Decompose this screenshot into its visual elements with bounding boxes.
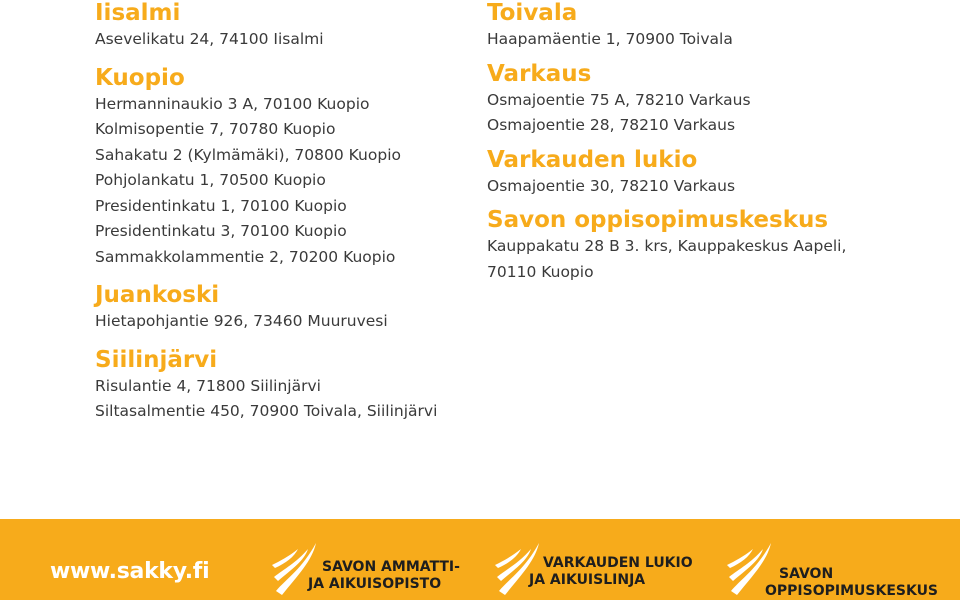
logo-savon-ammatti-ja-aikuisopisto <box>272 539 472 600</box>
location-kuopio <box>95 65 475 271</box>
address-line: Presidentinkatu 3, 70100 Kuopio <box>95 222 347 240</box>
location-heading: Toivala <box>487 0 578 26</box>
location-heading: Siilinjärvi <box>95 346 218 373</box>
location-toivala <box>487 0 927 53</box>
location-heading: Varkaus <box>487 60 592 87</box>
website-link[interactable]: www.sakky.fi <box>50 559 210 584</box>
location-heading: Varkauden lukio <box>487 146 698 173</box>
location-heading: Iisalmi <box>95 0 181 26</box>
address-line: Pohjolankatu 1, 70500 Kuopio <box>95 171 326 189</box>
white-swoosh-flame-icon <box>495 539 545 599</box>
address-line: Osmajoentie 28, 78210 Varkaus <box>487 116 736 134</box>
address-line: Sammakkolammentie 2, 70200 Kuopio <box>95 247 396 266</box>
location-varkauden-lukio <box>487 147 927 200</box>
address-line: Siltasalmentie 450, 70900 Toivala, Siilinjärvi <box>95 402 438 420</box>
logo-line2: JA AIKUISLINJA <box>529 572 646 588</box>
location-savon-oppisopimuskeskus <box>487 207 927 285</box>
address-line: Kauppakatu 28 B 3. krs, Kauppakeskus Aapeli, <box>487 237 847 255</box>
logo-line1: SAVON AMMATTI- <box>322 559 460 575</box>
location-iisalmi <box>95 0 475 53</box>
logo-varkauden-lukio <box>495 539 705 600</box>
right-column <box>487 0 927 285</box>
logo-line2: JA AIKUISOPISTO <box>308 576 442 592</box>
address-line: Haapamäentie 1, 70900 Toivala <box>487 30 733 48</box>
address-line: Hermanninaukio 3 A, 70100 Kuopio <box>95 94 370 113</box>
location-juankoski <box>95 282 475 335</box>
address-line: Sahakatu 2 (Kylmämäki), 70800 Kuopio <box>95 145 401 164</box>
address-line: Risulantie 4, 71800 Siilinjärvi <box>95 376 321 395</box>
address-line: Presidentinkatu 1, 70100 Kuopio <box>95 196 347 215</box>
footer-band <box>0 519 960 600</box>
address-line: Asevelikatu 24, 74100 Iisalmi <box>95 30 324 48</box>
address-line: Hietapohjantie 926, 73460 Muuruvesi <box>95 312 388 330</box>
location-heading: Savon oppisopimuskeskus <box>487 207 829 233</box>
address-line: Osmajoentie 75 A, 78210 Varkaus <box>487 90 751 109</box>
logo-savon-oppisopimuskeskus <box>727 539 947 600</box>
location-siilinjarvi <box>95 347 475 425</box>
logo-line1: SAVON <box>779 566 834 582</box>
address-line: Kolmisopentie 7, 70780 Kuopio <box>95 120 336 138</box>
location-varkaus <box>487 61 927 139</box>
address-line: Osmajoentie 30, 78210 Varkaus <box>487 176 736 195</box>
logo-line2: OPPISOPIMUSKESKUS <box>765 583 939 599</box>
logo-line1: VARKAUDEN LUKIO <box>543 555 693 571</box>
location-heading: Juankoski <box>95 282 220 308</box>
left-column <box>95 0 475 425</box>
location-heading: Kuopio <box>95 64 185 91</box>
address-line: 70110 Kuopio <box>487 262 594 281</box>
